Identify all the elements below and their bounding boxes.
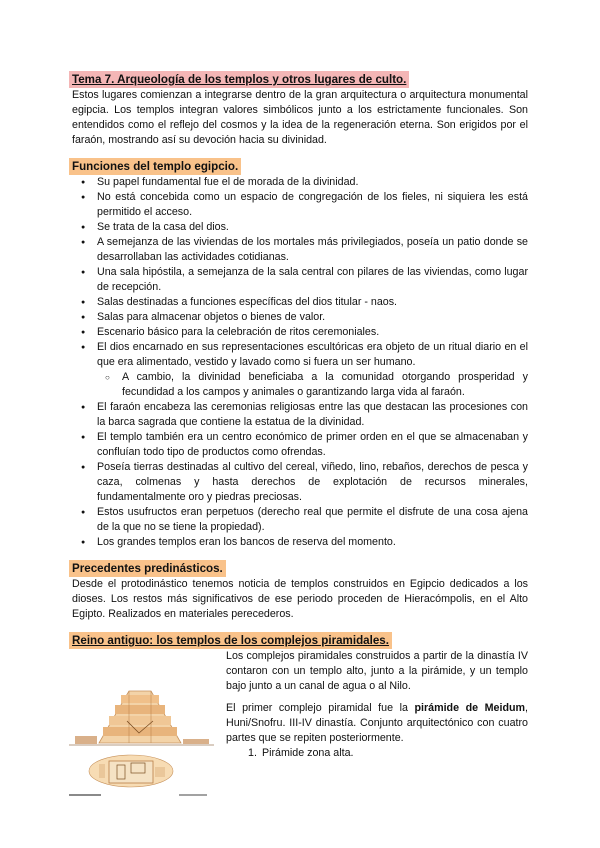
- reino-numbered-list: [226, 746, 528, 761]
- section-title-precedentes: Precedentes predinásticos.: [69, 560, 226, 577]
- sub-list-item: ○ A cambio, la divinidad beneficiaba a la comunidad otorgando prosperidad y fecundidad a los campos y animales o garantizando larga vida al faraón.: [97, 370, 528, 400]
- list-item-text: El dios encarnado en sus representaciones escultóricas era objeto de un ritual diario en el que era alimentado, vestido y lavado como si fuera un ser humano.: [97, 341, 528, 368]
- list-item: [72, 340, 528, 400]
- section-title-tema: Tema 7. Arqueología de los templos y otros lugares de culto.: [69, 71, 409, 88]
- paragraph-reino-2: [226, 701, 528, 746]
- list-item: ● Se trata de la casa del dios.: [72, 220, 528, 235]
- reino-text-before: El primer complejo piramidal fue la: [226, 702, 415, 714]
- paragraph-precedentes: Desde el protodinástico tenemos noticia de templos construidos en Egipcio dedicados a los dioses. Los restos más significativos de ese periodo proceden de Hieracómpolis, en el Alto Egipto. Realizados en materiales perecederos.: [72, 578, 528, 620]
- sub-list: [97, 370, 528, 400]
- paragraph-reino-1: Los complejos piramidales construidos a partir de la dinastía IV contaron con un templo alto, junto a la pirámide, y un templo bajo junto a un canal de agua o al Nilo.: [226, 650, 528, 692]
- list-item: ● A semejanza de las viviendas de los mortales más privilegiados, poseía un patio donde se desarrollaban las actividades cotidianas.: [72, 235, 528, 265]
- reino-text-column: [226, 649, 528, 761]
- list-item: ● Escenario básico para la celebración de ritos ceremoniales.: [72, 325, 528, 340]
- numbered-item: [226, 746, 528, 761]
- reino-text-after: , Huni/Snofru. III-IV dinastía. Conjunto arquitectónico con cuatro partes que se repiten posteriormente.: [226, 702, 528, 744]
- list-item: ● Salas para almacenar objetos o bienes de valor.: [72, 310, 528, 325]
- meidum-pyramid-figure: [69, 681, 214, 799]
- meidum-bold-text: pirámide de Meidum: [414, 702, 526, 714]
- list-item: ● Los grandes templos eran los bancos de reserva del momento.: [72, 535, 528, 550]
- heading-reino: [72, 631, 528, 649]
- pyramid-section-drawing: [69, 681, 214, 751]
- section-title-funciones: Funciones del templo egipcio.: [69, 158, 241, 175]
- list-item: ● Estos usufructos eran perpetuos (derecho real que permite el disfrute de una cosa ajena de la que no se tiene la propiedad).: [72, 505, 528, 535]
- funciones-list: [72, 175, 528, 550]
- heading-precedentes: [72, 559, 528, 577]
- pyramid-plan-drawing: [69, 755, 207, 795]
- list-item: ● El faraón encabeza las ceremonias religiosas entre las que destacan las procesiones con la barca sagrada que contiene la estatua de la divinidad.: [72, 400, 528, 430]
- list-item: ● El templo también era un centro económico de primer orden en el que se almacenaban y confluían todo tipo de productos como ofrendas.: [72, 430, 528, 460]
- list-item: ● Poseía tierras destinadas al cultivo del cereal, viñedo, lino, rebaños, derechos de pesca y caza, colmenas y hasta derechos de explotación de recursos minerales, fundamentalmente oro y piedras preciosas.: [72, 460, 528, 505]
- list-item: ● No está concebida como un espacio de congregación de los fieles, ni siquiera les está permitido el acceso.: [72, 190, 528, 220]
- document-page: [72, 70, 528, 799]
- paragraph-tema: Estos lugares comienzan a integrarse dentro de la gran arquitectura o arquitectura monumental egipcia. Los templos integran valores simbólicos junto a los estrictamente funcionales. Son entendidos como el reflejo del cosmos y la idea de la regeneración eterna. Son erigidos por el faraón, mostrando así su devoción hacia su divinidad.: [72, 89, 528, 146]
- numbered-item-number: 1.: [248, 747, 257, 759]
- reino-content: [72, 649, 528, 799]
- section-title-reino: Reino antiguo: los templos de los complejos piramidales.: [69, 632, 392, 649]
- heading-funciones: [72, 157, 528, 175]
- list-item: ● Su papel fundamental fue el de morada de la divinidad.: [72, 175, 528, 190]
- numbered-item-text: Pirámide zona alta.: [262, 747, 354, 759]
- list-item: ● Una sala hipóstila, a semejanza de la sala central con pilares de las viviendas, como lugar de recepción.: [72, 265, 528, 295]
- heading-tema: [72, 70, 528, 88]
- list-item: ● Salas destinadas a funciones específicas del dios titular - naos.: [72, 295, 528, 310]
